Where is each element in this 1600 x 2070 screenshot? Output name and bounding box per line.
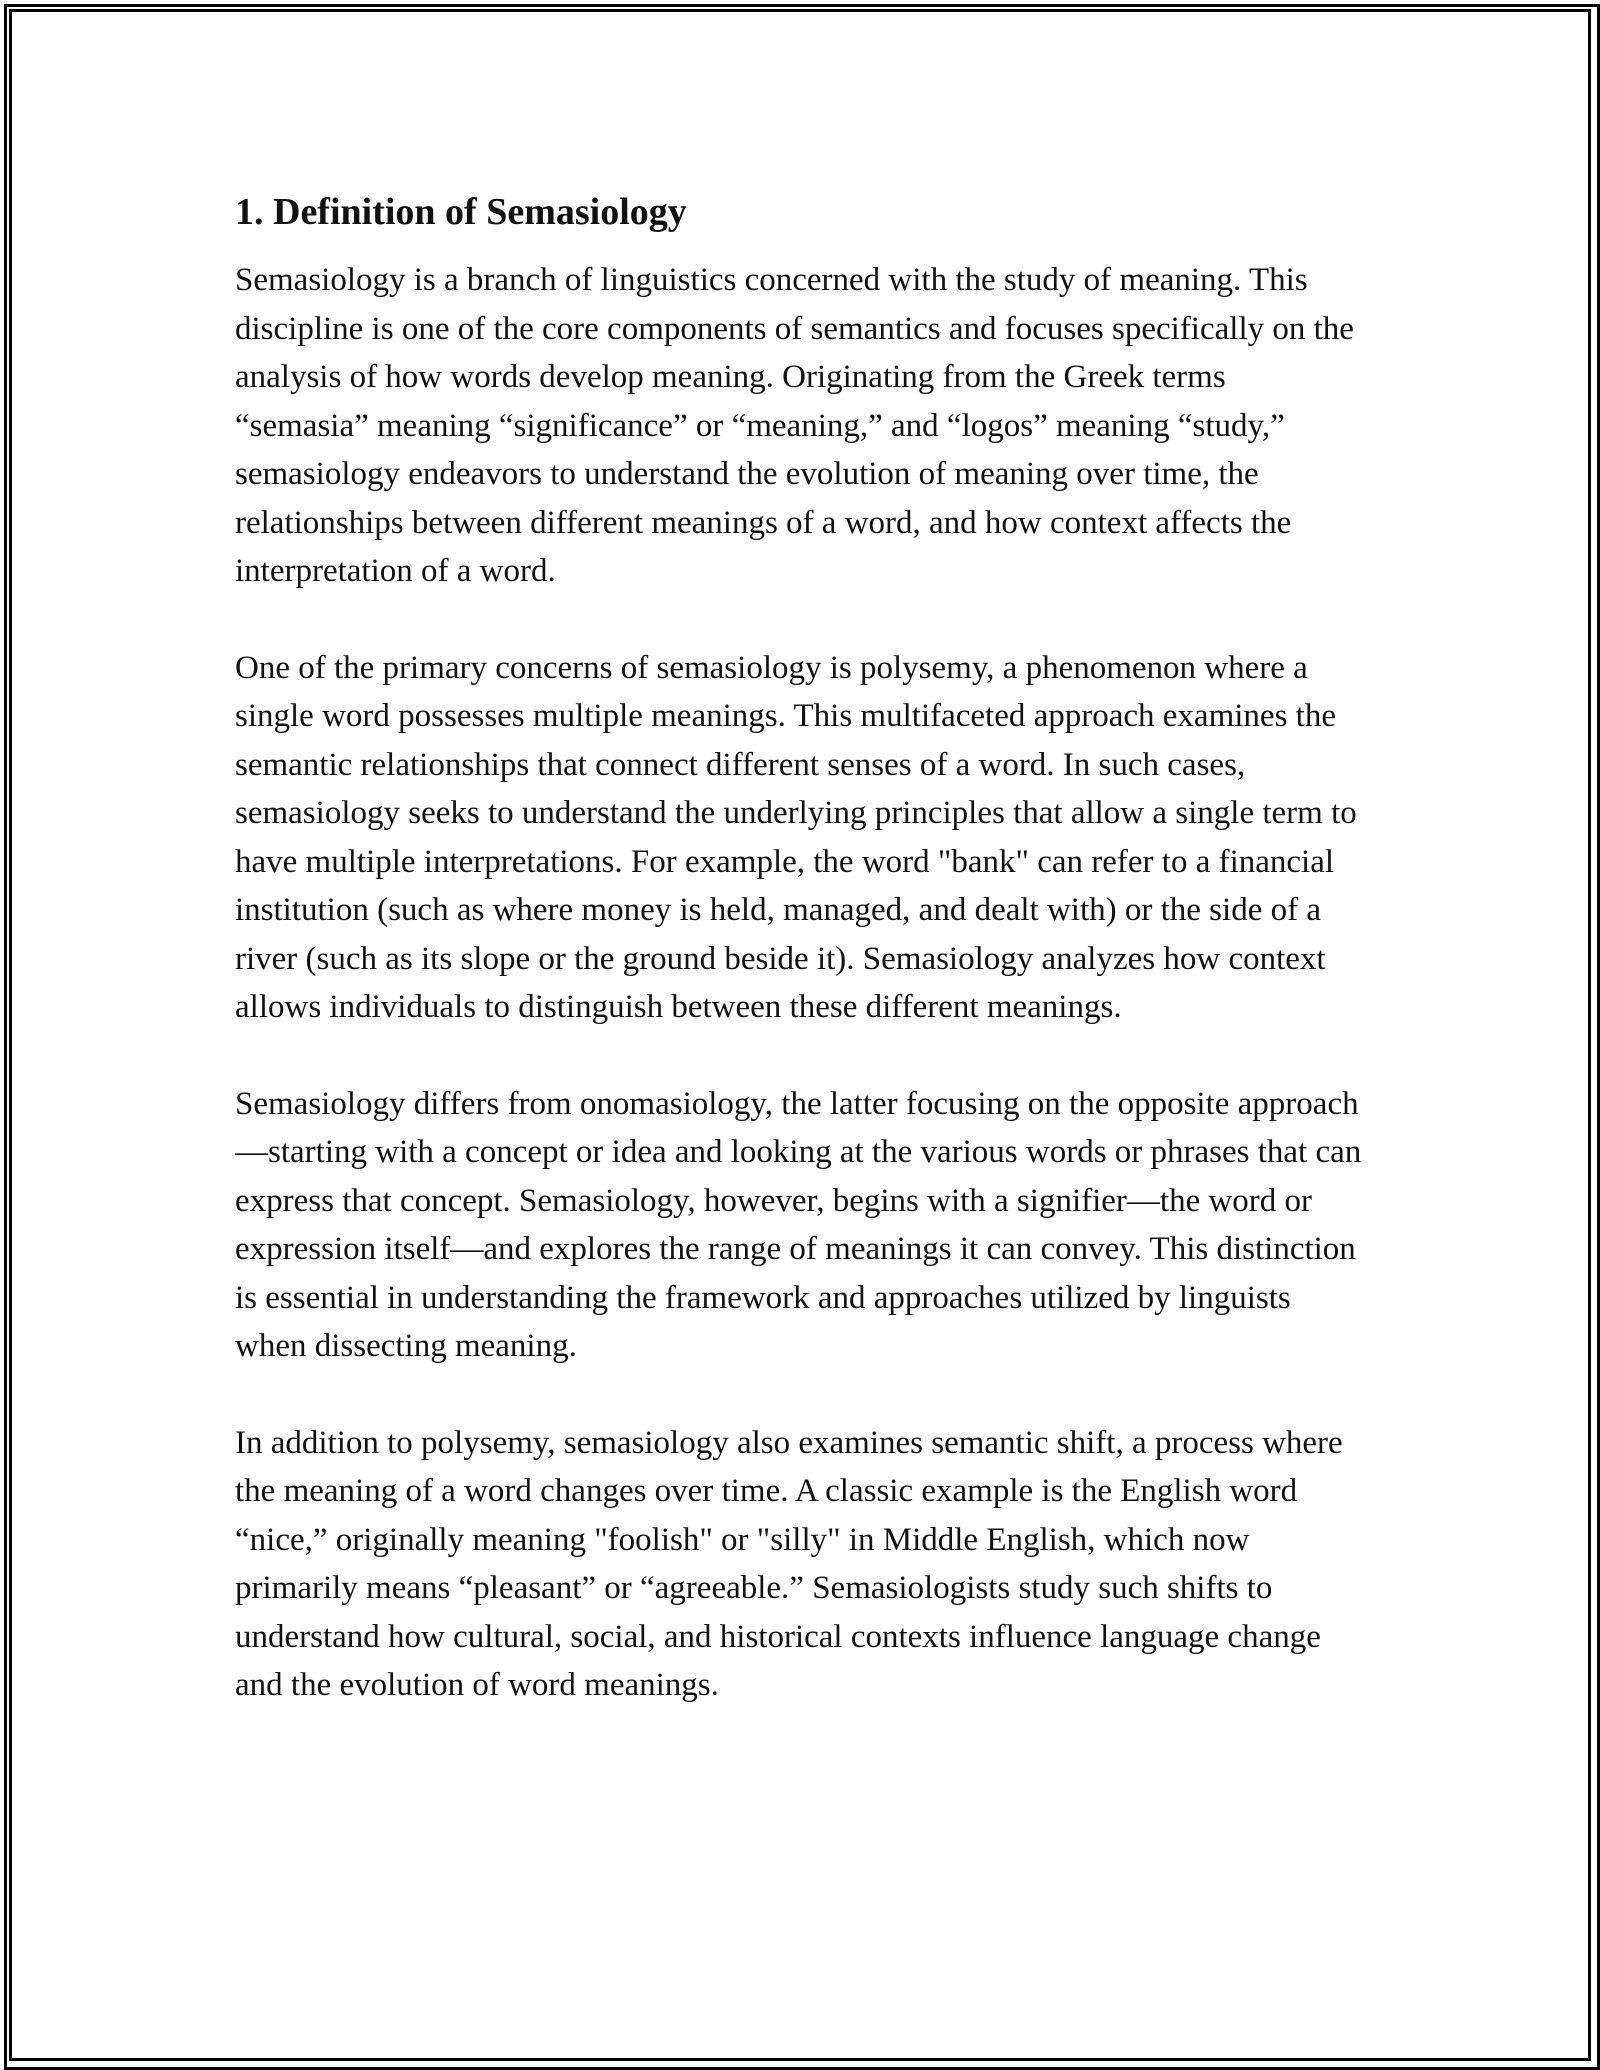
section-title: 1. Definition of Semasiology: [235, 191, 687, 233]
document-body: [235, 188, 1365, 1758]
paragraph-definition: Semasiology is a branch of linguistics concerned with the study of meaning. This discipline is one of the core components of semantics and focuses specifically on the analysis of how words develop meaning. Originating from the Greek terms “semasia” meaning “significance” or “meaning,” and “logos” meaning “study,” semasiology endeavors to understand the evolution of meaning over time, the relationships between different meanings of a word, and how context affects the interpretation of a word.: [235, 262, 1354, 589]
paragraph-onomasiology: Semasiology differs from onomasiology, the latter focusing on the opposite approach—starting with a concept or idea and looking at the various words or phrases that can express that concept. Semasiology, however, begins with a signifier—the word or expression itself—and explores the range of meanings it can convey. This distinction is essential in understanding the framework and approaches utilized by linguists when dissecting meaning.: [235, 1085, 1362, 1364]
paragraph-semantic-shift: In addition to polysemy, semasiology also examines semantic shift, a process where the meaning of a word changes over time. A classic example is the English word “nice,” originally meaning "foolish" or "silly" in Middle English, which now primarily means “pleasant” or “agreeable.” Semasiologists study such shifts to understand how cultural, social, and historical contexts influence language change and the evolution of word meanings.: [235, 1424, 1343, 1703]
paragraph-polysemy: One of the primary concerns of semasiology is polysemy, a phenomenon where a single word possesses multiple meanings. This multifaceted approach examines the semantic relationships that connect different senses of a word. In such cases, semasiology seeks to understand the underlying principles that allow a single term to have multiple interpretations. For example, the word "bank" can refer to a financial institution (such as where money is held, managed, and dealt with) or the side of a river (such as its slope or the ground beside it). Semasiology analyzes how context allows individuals to distinguish between these different meanings.: [235, 649, 1357, 1025]
